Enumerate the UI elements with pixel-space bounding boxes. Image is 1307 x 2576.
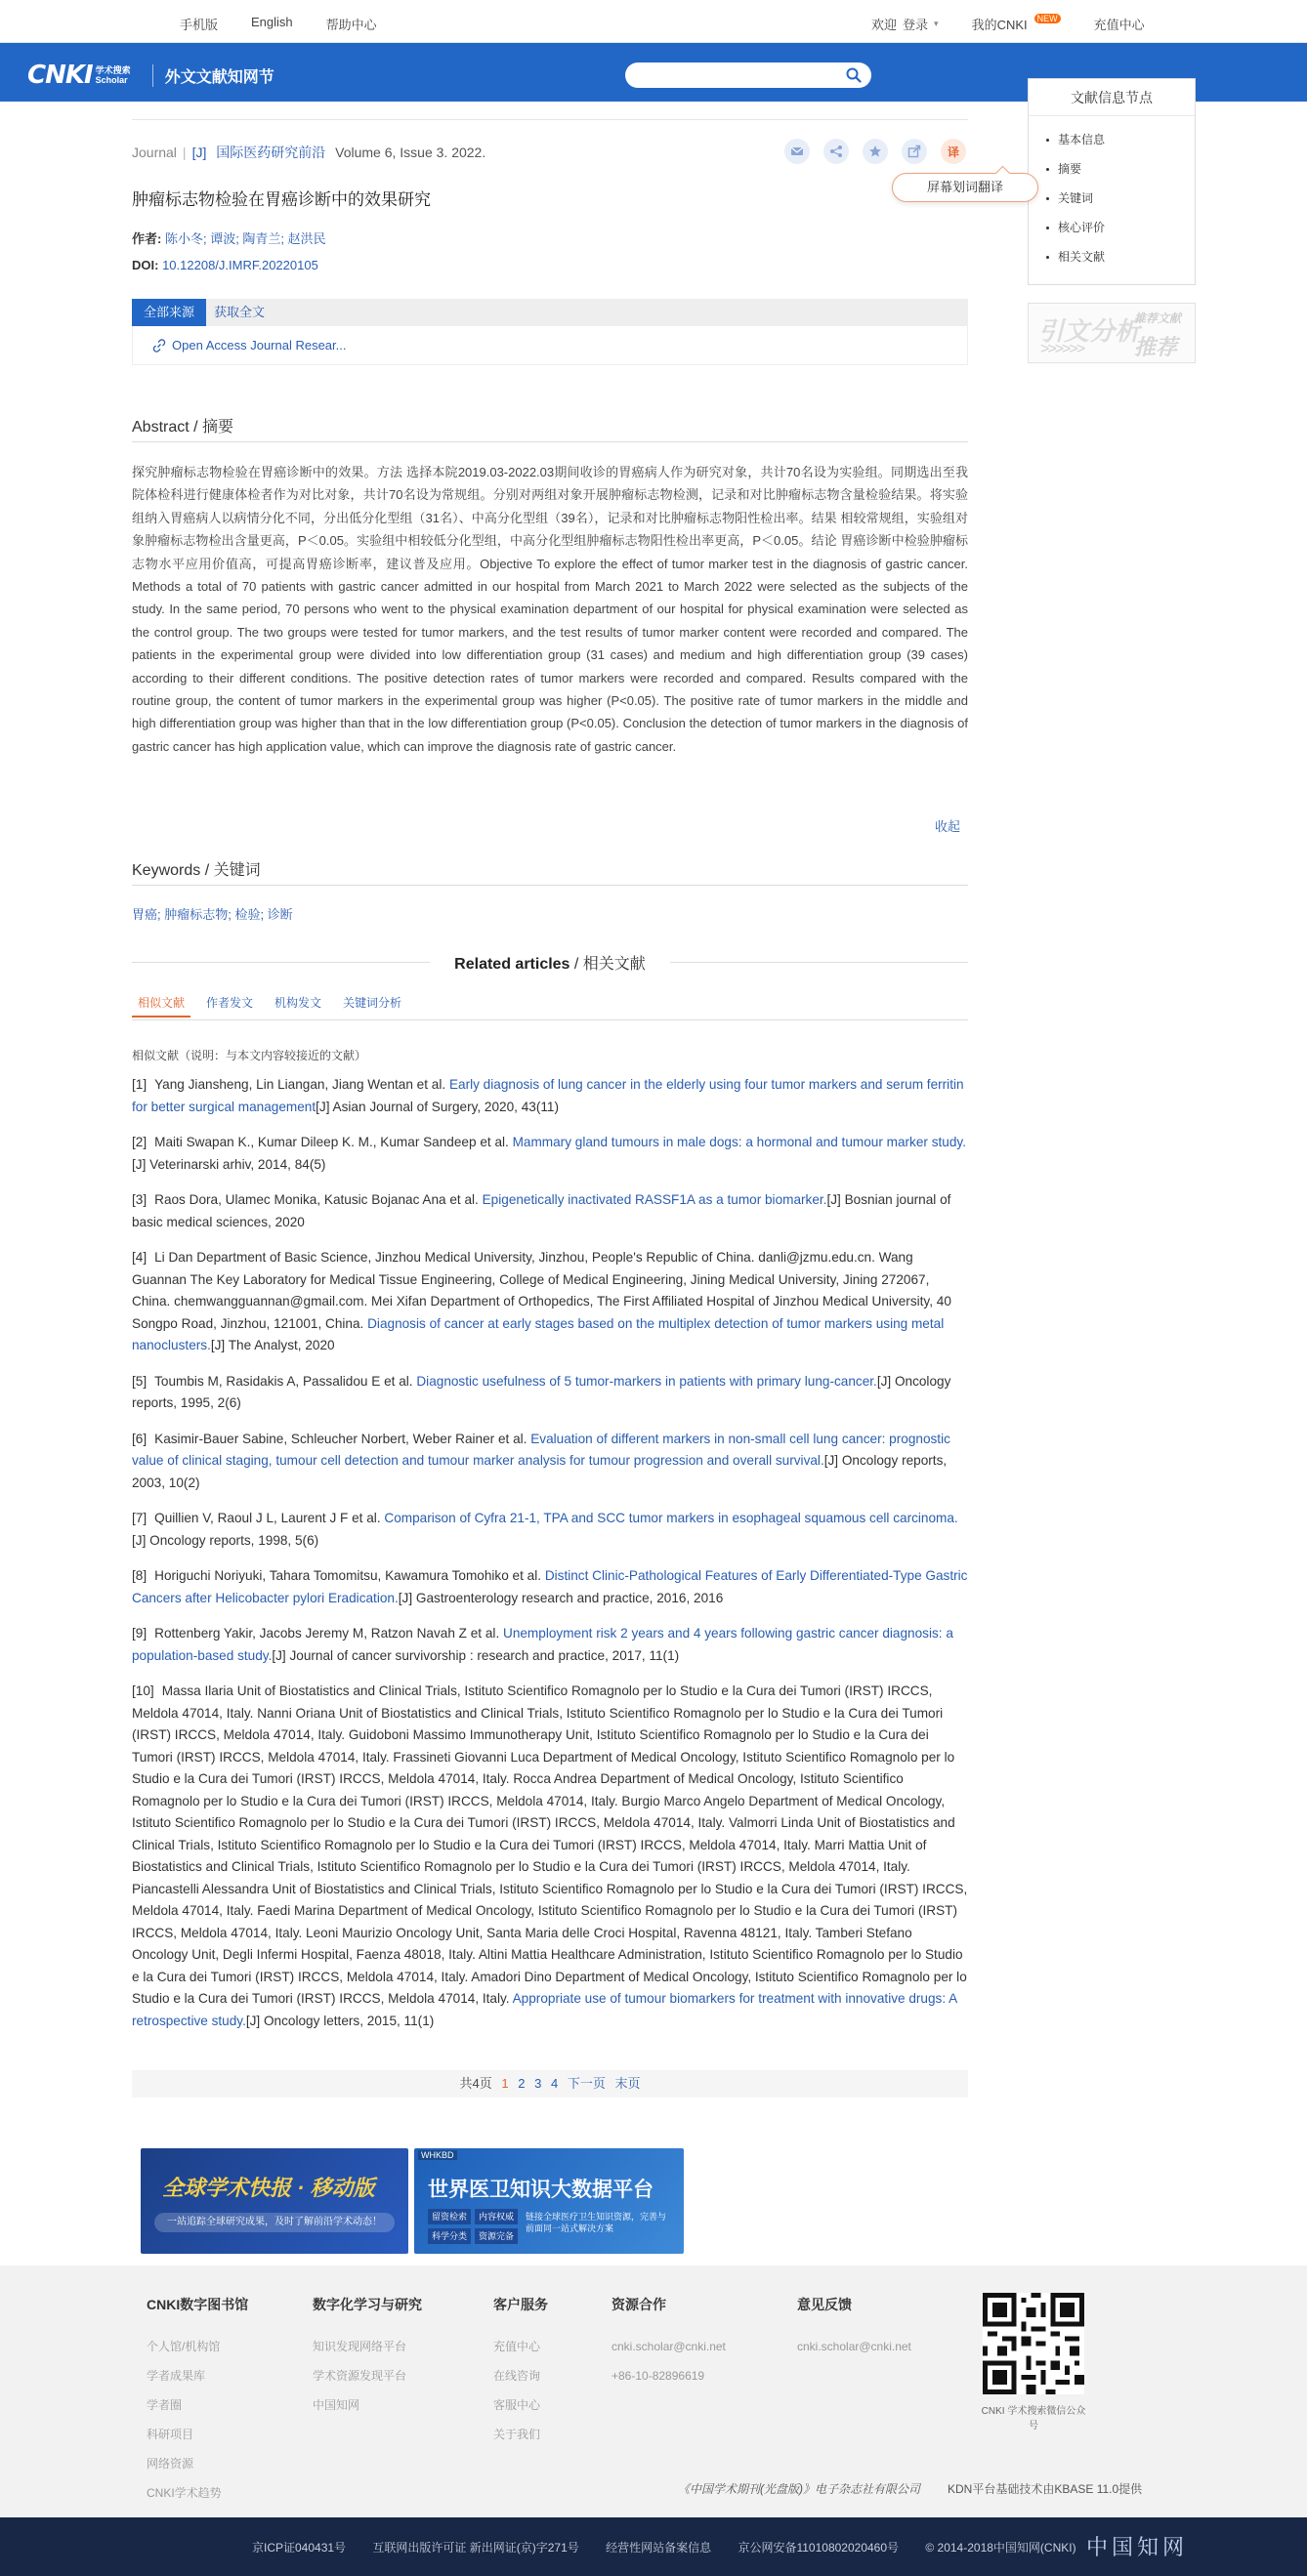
ref-title-link[interactable]: Diagnosis of cancer at early stages based on the multiplex detection of tumor markers using metal nanoclusters. (132, 1315, 945, 1352)
tab-author-papers[interactable]: 作者发文 (206, 996, 254, 1010)
list-item: [1] Yang Jiansheng, Lin Liangan, Jiang Wentan et al. Early diagnosis of lung cancer in the elderly using four tumor markers and serum ferritin for better surgical management[J] Asian Journal of Surgery, 2020, 43(11) (132, 1077, 964, 1114)
chevron-down-icon[interactable]: ▾ (934, 19, 939, 28)
oa-source-link[interactable] (152, 338, 346, 353)
footer-link[interactable]: 个人馆/机构馆 (147, 2340, 221, 2353)
banner-chip: 资源完备 (475, 2228, 518, 2244)
ref-title-link[interactable]: Appropriate use of tumour biomarkers for treatment with innovative drugs: A retrospective study. (132, 1991, 957, 2028)
tab-get-fulltext[interactable]: 获取全文 (214, 305, 266, 319)
article-title: 肿瘤标志物检验在胃癌诊断中的效果研究 (132, 190, 431, 209)
last-page[interactable]: 末页 (614, 2076, 641, 2091)
footer-link[interactable]: 关于我们 (493, 2428, 541, 2441)
list-item: [6] Kasimir-Bauer Sabine, Schleucher Norbert, Weber Rainer et al. Evaluation of different markers in non-small cell lung cancer: prognostic value of clinical staging, tumour cell detection and tumour marker analysis for tumour progression and overall survival.[J] Oncology reports, 2003, 10(2) (132, 1431, 950, 1490)
tab-similar[interactable]: 相似文献 (132, 988, 190, 1018)
ref-title-link[interactable]: Distinct Clinic-Pathological Features of Early Differentiated-Type Gastric Cancers after Helicobacter pylori Eradication. (132, 1568, 968, 1605)
document-nodes-panel (1028, 78, 1196, 285)
help-center-link[interactable]: 帮助中心 (325, 18, 377, 32)
abstract-text: 探究肿瘤标志物检验在胃癌诊断中的效果。方法 选择本院2019.03-2022.03期间收诊的胃癌病人作为研究对象，共计70名设为实验组。同期选出至我院体检科进行健康体检者作为对比对象，共计70名设为常规组。分别对两组对象开展肿瘤标志物检测，记录和对比肿瘤标志物含量检验结果。将实验组纳入胃癌病人以病情分化不同，分出低分化型组（31名）、中高分化型组（39名），记录和对比肿瘤标志物阳性检出率。结果 相较常规组，实验组对象肿瘤标志物检出含量更高，P＜0.05。实验组中相较低分化型组，中高分化型组肿瘤标志物阳性检出率更高，P＜0.05。结论 胃癌诊断中检验肿瘤标志物水平应用价值高，可提高胃癌诊断率，建议普及应用。Objective To explore the effect of tumor marker test in the diagnosis of gastric cancer. Methods a total of 70 patients with gastric cancer admitted in our hospital from March 2021 to March 2022 were selected as the subjects of the study. In the same period, 70 persons who went to the physical examination department of our hospital for physical examination were selected as the control group. The two groups were tested for tumor markers, and the test results of tumor marker content were recorded and compared. The patients in the experimental group were divided into low differentiation group (31 cases) and medium and high differentiation group (39 cases) according to their different conditions. The positive detection rates of tumor markers were recorded and compared. Results compared with the routine group, the content of tumor markers in the experimental group was higher (P<0.05). The positive rate of tumor markers in the middle and high differentiation group was higher than that in the low differentiation group (P<0.05). Conclusion the detection of tumor markers in the diagnosis of gastric cancer has high application value, which can improve the diagnosis rate of gastric cancer. (132, 465, 968, 754)
icp-link[interactable]: 京ICP证040431号 (252, 2541, 347, 2555)
source-tabs (132, 299, 968, 326)
record-link[interactable]: 经营性网站备案信息 (606, 2541, 712, 2555)
ref-title-link[interactable]: Unemployment risk 2 years and 4 years following gastric cancer diagnosis: a population-based study. (132, 1626, 953, 1663)
volume-info: Volume 6, Issue 3. 2022. (335, 145, 486, 160)
footer-email[interactable]: cnki.scholar@cnki.net (797, 2340, 911, 2353)
cnki-brand-logo: 中国知网 (1086, 2536, 1189, 2560)
tab-institution-papers[interactable]: 机构发文 (274, 996, 322, 1010)
similar-note: 相似文献（说明：与本文内容较接近的文献） (132, 1049, 367, 1062)
footer-col-learning: 数字化学习与研究 知识发现网络平台 学术资源发现平台 中国知网 (313, 2295, 422, 2420)
favorite-button[interactable] (863, 139, 888, 164)
banner-subtitle: 一站追踪全球研究成果，及时了解前沿学术动态！ (154, 2213, 395, 2232)
footer-link[interactable]: 学者圈 (147, 2398, 183, 2412)
welcome-text: 欢迎 (871, 18, 898, 32)
article-toolbar (784, 139, 966, 164)
page-total: 共4页 (459, 2076, 492, 2091)
list-item: [10] Massa Ilaria Unit of Biostatistics and Clinical Trials, Istituto Scientifico Romagnolo per lo Studio e la Cura dei Tumori (IRST) IRCCS, Meldola 47014, Italy. Nanni Oriana Unit of Biostatistics and Clinical Trials, Istituto Scientifico Romagnolo per lo Studio e la Cura dei Tumori (IRST) IRCCS, Meldola 47014, Italy. Guidoboni Massimo Immunotherapy Unit, Istituto Scientifico Romagnolo per lo Studio e la Cura dei Tumori (IRST) IRCCS, Meldola 47014, Italy. Frassineti Giovanni Luca Department of Medical Oncology, Istituto Scientifico Romagnolo per lo Studio e la Cura dei Tumori (IRST) IRCCS, Meldola 47014, Italy. Rocca Andrea Department of Medical Oncology, Istituto Scientifico Romagnolo per lo Studio e la Cura dei Tumori (IRST) IRCCS, Meldola 47014, Italy. Burgio Marco Angelo Department of Medical Oncology, Istituto Scientifico Romagnolo per lo Studio e la Cura dei Tumori (IRST) IRCCS, Meldola 47014, Italy. Valmorri Linda Unit of Biostatistics and Clinical Trials, Istituto Scientifico Romagnolo per lo Studio e la Cura dei Tumori (IRST) IRCCS, Meldola 47014, Italy. Marri Mattia Unit of Biostatistics and Clinical Trials, Istituto Scientifico Romagnolo per lo Studio e la Cura dei Tumori (IRST) IRCCS, Meldola 47014, Italy. Piancastelli Alessandra Unit of Biostatistics and Clinical Trials, Istituto Scientifico Romagnolo per lo Studio e la Cura dei Tumori (IRST) IRCCS, Meldola 47014, Italy. Faedi Marina Department of Medical Oncology, Istituto Scientifico Romagnolo per lo Studio e la Cura dei Tumori (IRST) IRCCS, Meldola 47014, Italy. Leoni Maurizio Oncology Unit, Santa Maria delle Croci Hospital, Ravenna 48121, Italy. Tamberi Stefano Oncology Unit, Degli Infermi Hospital, Faenza 48018, Italy. Altini Mattia Healthcare Administration, Istituto Scientifico Romagnolo per lo Studio e la Cura dei Tumori (IRST) IRCCS, Meldola 47014, Italy. Amadori Dino Department of Medical Oncology, Istituto Scientifico Romagnolo per lo Studio e la Cura dei Tumori (IRST) IRCCS, Meldola 47014, Italy. Appropriate use of tumour biomarkers for treatment with innovative drugs: A retrospective study.[J] Oncology letters, 2015, 11(1) (132, 1683, 968, 2028)
list-item: [2] Maiti Swapan K., Kumar Dileep K. M., Kumar Sandeep et al. Mammary gland tumours in male dogs: a hormonal and tumour marker study.[J] Veterinarski arhiv, 2014, 84(5) (132, 1135, 966, 1172)
footer-col-library: CNKI数字图书馆 个人馆/机构馆 学者成果库 学者圈 科研项目 网络资源 CNKI学术趋势 (147, 2295, 248, 2508)
related-tabs (132, 988, 417, 1018)
next-page[interactable]: 下一页 (567, 2076, 606, 2091)
footer-col-feedback: 意见反馈 cnki.scholar@cnki.net (797, 2295, 911, 2361)
collapse-link[interactable]: 收起 (935, 819, 961, 834)
panel-title: 文献信息节点 (1029, 79, 1195, 116)
footer-link[interactable]: 客服中心 (493, 2398, 541, 2412)
sidebar-item-core-evaluation[interactable]: 核心评价 (1046, 218, 1195, 247)
share-button[interactable] (823, 139, 849, 164)
list-item: [7] Quillien V, Raoul J L, Laurent J F et al. Comparison of Cyfra 21-1, TPA and SCC tumor markers in esophageal squamous cell carcinoma.[J] Oncology reports, 1998, 5(6) (132, 1511, 958, 1548)
abstract-heading: Abstract / 摘要 (132, 419, 234, 436)
source-box (132, 326, 968, 365)
footer-col-service: 客户服务 充值中心 在线咨询 客服中心 关于我们 (493, 2295, 548, 2449)
search-box (625, 62, 871, 88)
mobile-link[interactable]: 手机版 (180, 18, 219, 32)
banner-chip: 科学分类 (428, 2228, 471, 2244)
qr-caption: CNKI 学术搜索微信公众号 (981, 2406, 1086, 2431)
doc-type: Journal (132, 145, 177, 160)
email-icon (790, 145, 804, 158)
footer-link[interactable]: 学者成果库 (147, 2369, 206, 2383)
ref-title-link[interactable]: Diagnostic usefulness of 5 tumor-markers in patients with primary lung-cancer. (416, 1373, 877, 1389)
doi-link[interactable]: 10.12208/J.IMRF.20220105 (162, 258, 318, 272)
page-3[interactable]: 3 (534, 2076, 542, 2091)
export-button[interactable] (902, 139, 927, 164)
page-1[interactable]: 1 (501, 2076, 509, 2091)
site-name: 外文文献知网节 (152, 64, 274, 87)
star-icon (868, 145, 882, 158)
authors-line (132, 229, 326, 247)
bottom-bar (0, 2517, 1307, 2576)
sidebar-item-related[interactable]: 相关文献 (1046, 247, 1195, 276)
license-info (252, 2539, 1100, 2555)
ref-title-link[interactable]: Mammary gland tumours in male dogs: a hormonal and tumour marker study. (512, 1135, 966, 1149)
tab-keyword-analysis[interactable]: 关键词分析 (343, 996, 402, 1010)
top-left-links (180, 15, 377, 33)
list-item: [5] Toumbis M, Rasidakis A, Passalidou E et al. Diagnostic usefulness of 5 tumor-markers in patients with primary lung-cancer.[J] Oncology reports, 1995, 2(6) (132, 1373, 951, 1410)
authors-label: 作者: (132, 231, 162, 246)
translate-popup[interactable]: 屏幕划词翻译 (892, 173, 1038, 202)
logo-subtitle: 学术搜索 Scholar (95, 65, 131, 85)
chevrons-icon: >>>>>> (1040, 341, 1084, 357)
share-icon (829, 145, 843, 158)
footer-link[interactable]: CNKI学术趋势 (147, 2486, 222, 2500)
keywords-heading: Keywords / 关键词 (132, 862, 261, 879)
banner-desc: 链接全球医疗卫生知识资源，完善与前面同一站式解决方案 (526, 2212, 667, 2233)
list-item: [4] Li Dan Department of Basic Science, Jinzhou Medical University, Jinzhou, People's Republic of China. danli@jzmu.edu.cn. Wang Guannan The Key Laboratory for Medical Tissue Engineering, College of Medical Engineering, Jining Medical University, Jining 272067, China. chemwangguannan@gmail.com. Mei Xifan Department of Orthopedics, The First Affiliated Hospital of Jinzhou Medical University, 40 Songpo Road, Jinzhou, 121001, China. Diagnosis of cancer at early stages based on the multiplex detection of tumor markers using metal nanoclusters.[J] The Analyst, 2020 (132, 1250, 951, 1352)
link-icon (152, 339, 166, 353)
recharge-link[interactable]: 充值中心 (1093, 18, 1145, 32)
banner-chip: 留资检索 (428, 2209, 471, 2224)
footer-link[interactable]: 充值中心 (493, 2340, 541, 2353)
authors-links[interactable]: 陈小冬; 谭波; 陶青兰; 赵洪民 (164, 231, 326, 246)
new-badge: NEW (1034, 14, 1061, 23)
footer-phone: +86-10-82896619 (611, 2369, 705, 2383)
tab-all-sources[interactable]: 全部来源 (132, 299, 206, 326)
footer-link[interactable]: 学术资源发现平台 (313, 2369, 407, 2383)
doi-label: DOI: (132, 258, 159, 272)
sidebar-item-abstract[interactable]: 摘要 (1046, 159, 1195, 188)
sidebar-item-keywords[interactable]: 关键词 (1046, 188, 1195, 218)
banner-title: 世界医卫知识大数据平台 (428, 2179, 654, 2201)
page-4[interactable]: 4 (550, 2076, 559, 2091)
ref-title-link[interactable]: Early diagnosis of lung cancer in the elderly using four tumor markers and serum ferritin for better surgical management (132, 1077, 964, 1114)
medical-knowledge-banner[interactable] (414, 2148, 684, 2254)
footer-link[interactable]: 网络资源 (147, 2457, 194, 2471)
footer-col-cooperation: 资源合作 cnki.scholar@cnki.net +86-10-82896619 (611, 2295, 726, 2390)
journal-tag: [J] (191, 145, 207, 160)
journal-link[interactable]: 国际医药研究前沿 (216, 145, 326, 160)
login-link[interactable]: 登录 (903, 18, 929, 32)
footer-link[interactable]: 在线咨询 (493, 2369, 541, 2383)
doi-line (132, 258, 318, 272)
banner-chips (428, 2209, 518, 2244)
ref-title-link[interactable]: Epigenetically inactivated RASSF1A as a tumor biomarker. (482, 1192, 827, 1207)
ref-title-link[interactable]: Evaluation of different markers in non-small cell lung cancer: prognostic value of clinical staging, tumour cell detection and tumour marker analysis for tumour progression and overall survival. (132, 1431, 950, 1468)
citation-analysis-promo[interactable] (1028, 303, 1196, 363)
logo-text: CNKI (27, 61, 93, 90)
my-cnki-link[interactable]: 我的CNKI (971, 18, 1028, 32)
promo-text: 引文分析 (1038, 316, 1141, 346)
police-record-link[interactable]: 京公网安备11010802020460号 (738, 2541, 900, 2555)
reference-list (132, 1074, 968, 2046)
sidebar-item-basic-info[interactable]: 基本信息 (1046, 130, 1195, 159)
pagination (132, 2070, 968, 2098)
cnki-logo[interactable] (27, 61, 274, 90)
oa-source-label: Open Access Journal Resear... (172, 338, 347, 353)
related-articles-heading: Related articles / 相关文献 (132, 951, 968, 974)
search-input[interactable] (637, 62, 842, 88)
footer-link[interactable]: 科研项目 (147, 2428, 194, 2441)
scholar-express-banner[interactable] (141, 2148, 408, 2254)
page-2[interactable]: 2 (518, 2076, 526, 2091)
license-text: 互联网出版许可证 新出网证(京)字271号 (372, 2541, 579, 2555)
footer-link[interactable]: 知识发现网络平台 (313, 2340, 407, 2353)
export-icon (907, 145, 921, 158)
top-right-links (871, 15, 1145, 33)
ref-title-link[interactable]: Comparison of Cyfra 21-1, TPA and SCC tumor markers in esophageal squamous cell carcinoma. (384, 1511, 958, 1525)
list-item: [9] Rottenberg Yakir, Jacobs Jeremy M, Ratzon Navah Z et al. Unemployment risk 2 years and 4 years following gastric cancer diagnosis: a population-based study.[J] Journal of cancer survivorship : research and practice, 2017, 11(1) (132, 1626, 953, 1663)
article-meta: Journal | [J] 国际医药研究前沿 Volume 6, Issue 3. 2022. (132, 145, 486, 160)
list-item: [8] Horiguchi Noriyuki, Tahara Tomomitsu, Kawamura Tomohiko et al. Distinct Clinic-Pathological Features of Early Differentiated-Type Gastric Cancers after Helicobacter pylori Eradication.[J] Gastroenterology research and practice, 2016, 2016 (132, 1568, 968, 1605)
banner-chip: 内容权威 (475, 2209, 518, 2224)
banner-tag: WHKBD (418, 2150, 457, 2160)
footer (0, 2265, 1307, 2517)
keywords-links[interactable]: 胃癌; 肿瘤标志物; 检验; 诊断 (132, 907, 293, 922)
qr-code (983, 2293, 1084, 2394)
email-button[interactable] (784, 139, 810, 164)
list-item: [3] Raos Dora, Ulamec Monika, Katusic Bojanac Ana et al. Epigenetically inactivated RASSF1A as a tumor biomarker.[J] Bosnian journal of basic medical sciences, 2020 (132, 1192, 951, 1229)
footer-email[interactable]: cnki.scholar@cnki.net (611, 2340, 726, 2353)
english-link[interactable]: English (251, 15, 293, 29)
kdn-text: KDN平台基础技术由KBASE 11.0提供 (948, 2482, 1143, 2496)
top-bar (0, 0, 1307, 43)
translate-button[interactable]: 译 (941, 139, 966, 164)
publisher-text: 《中国学术期刊(光盘版)》电子杂志社有限公司 (678, 2482, 920, 2496)
banner-title: 全球学术快报 · 移动版 (162, 2176, 375, 2200)
search-icon[interactable] (846, 67, 862, 83)
promo-recommend: 推荐 (1134, 335, 1178, 359)
copyright: © 2014-2018中国知网(CNKI) (925, 2541, 1076, 2555)
footer-link[interactable]: 中国知网 (313, 2398, 360, 2412)
promo-subtext: 推荐文献 (1134, 312, 1182, 325)
